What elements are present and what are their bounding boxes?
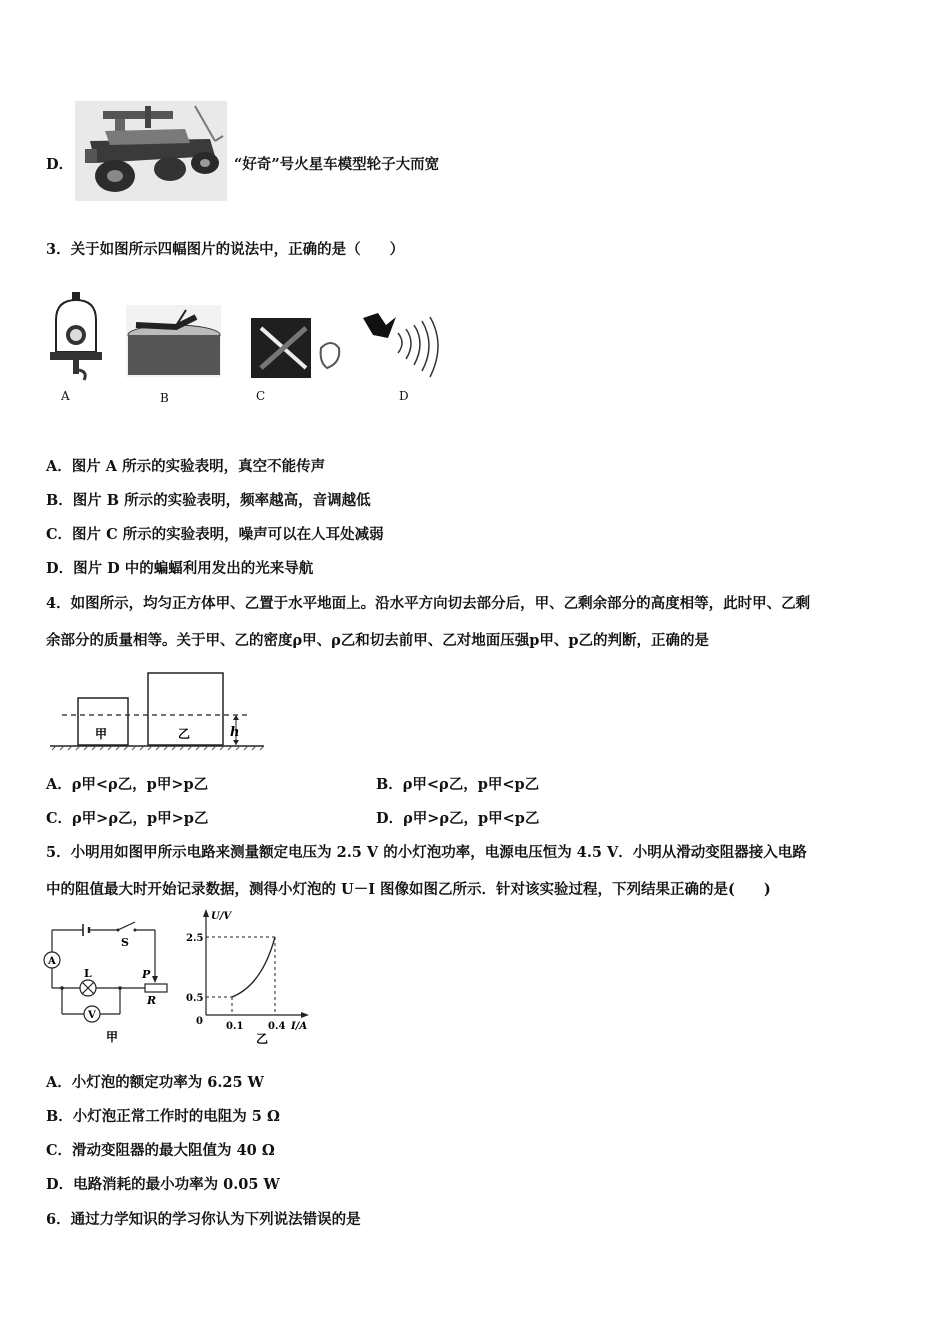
fig-label-b: B	[160, 391, 169, 405]
fig-label-a: A	[61, 389, 70, 403]
q3-option-a: A．图片 A 所示的实验表明，真空不能传声	[46, 458, 326, 475]
x-tick-0-4: 0.4	[268, 1021, 286, 1032]
q4-option-b: B．ρ甲<ρ乙，p甲<p乙	[376, 776, 540, 793]
q5-option-d: D．电路消耗的最小功率为 0.05 W	[46, 1176, 280, 1193]
origin-label: 0	[196, 1016, 203, 1027]
q4-blocks-figure	[48, 670, 268, 755]
block-jia-label: 甲	[95, 727, 108, 741]
y-axis-label: U/V	[211, 911, 232, 922]
voltmeter-label: V	[88, 1010, 96, 1021]
switch-label: S	[121, 936, 129, 949]
x-tick-0-1: 0.1	[226, 1021, 244, 1032]
ear-noise-figure	[251, 318, 343, 378]
y-tick-2-5: 2.5	[186, 933, 204, 944]
bat-echolocation-figure	[358, 303, 448, 385]
q3-stem: 3．关于如图所示四幅图片的说法中，正确的是（ ）	[46, 241, 405, 258]
rheostat-label: R	[147, 994, 157, 1007]
fig-label-d: D	[399, 389, 409, 403]
q5-circuit-figure	[40, 918, 175, 1048]
q3-option-c: C．图片 C 所示的实验表明，噪声可以在人耳处减弱	[46, 526, 384, 543]
q5-ui-graph	[180, 905, 315, 1045]
fig-label-c: C	[256, 389, 266, 403]
q3-option-b: B．图片 B 所示的实验表明，频率越高，音调越低	[46, 492, 371, 509]
ammeter-label: A	[48, 956, 56, 967]
y-tick-0-5: 0.5	[186, 993, 204, 1004]
q5-option-a: A．小灯泡的额定功率为 6.25 W	[46, 1074, 264, 1091]
q4-option-c: C．ρ甲>ρ乙，p甲>p乙	[46, 810, 209, 827]
circuit-caption: 甲	[106, 1030, 119, 1044]
q4-stem-line2: 余部分的质量相等。关于甲、乙的密度ρ甲、ρ乙和切去前甲、乙对地面压强p甲、p乙的判断，正确的是	[46, 632, 710, 649]
block-yi-label: 乙	[178, 727, 191, 741]
drum-figure	[126, 305, 221, 377]
x-axis-label: I/A	[291, 1021, 308, 1032]
q4-option-a: A．ρ甲<ρ乙，p甲>p乙	[46, 776, 209, 793]
slider-label: P	[142, 968, 151, 981]
q3-option-d: D．图片 D 中的蝙蝠利用发出的光来导航	[46, 560, 314, 577]
q5-option-c: C．滑动变阻器的最大阻值为 40 Ω	[46, 1142, 275, 1159]
ui-curve	[232, 937, 275, 997]
mars-rover-photo	[75, 101, 227, 201]
q4-stem-line1: 4．如图所示，均匀正方体甲、乙置于水平地面上。沿水平方向切去部分后，甲、乙剩余部分的高度相等，此时甲、乙剩	[46, 595, 811, 612]
graph-caption: 乙	[256, 1032, 269, 1045]
q6-stem: 6．通过力学知识的学习你认为下列说法错误的是	[46, 1211, 361, 1228]
q5-option-b: B．小灯泡正常工作时的电阻为 5 Ω	[46, 1108, 280, 1125]
q5-stem-line2: 中的阻值最大时开始记录数据，测得小灯泡的 U－I 图像如图乙所示．针对该实验过程，下列结果正确的是( )	[46, 881, 771, 898]
bell-jar-figure	[46, 290, 106, 382]
height-h-label: h	[230, 725, 240, 740]
q2-option-d-text: “好奇”号火星车模型轮子大而宽	[234, 156, 440, 173]
q4-option-d: D．ρ甲>ρ乙，p甲<p乙	[376, 810, 540, 827]
q3-figures	[46, 285, 451, 410]
q5-stem-line1: 5．小明用如图甲所示电路来测量额定电压为 2.5 V 的小灯泡功率，电源电压恒为 4.5 V．小明从滑动变阻器接入电路	[46, 844, 807, 861]
lamp-label: L	[84, 967, 92, 980]
q2-option-d-letter: D．	[46, 156, 74, 173]
